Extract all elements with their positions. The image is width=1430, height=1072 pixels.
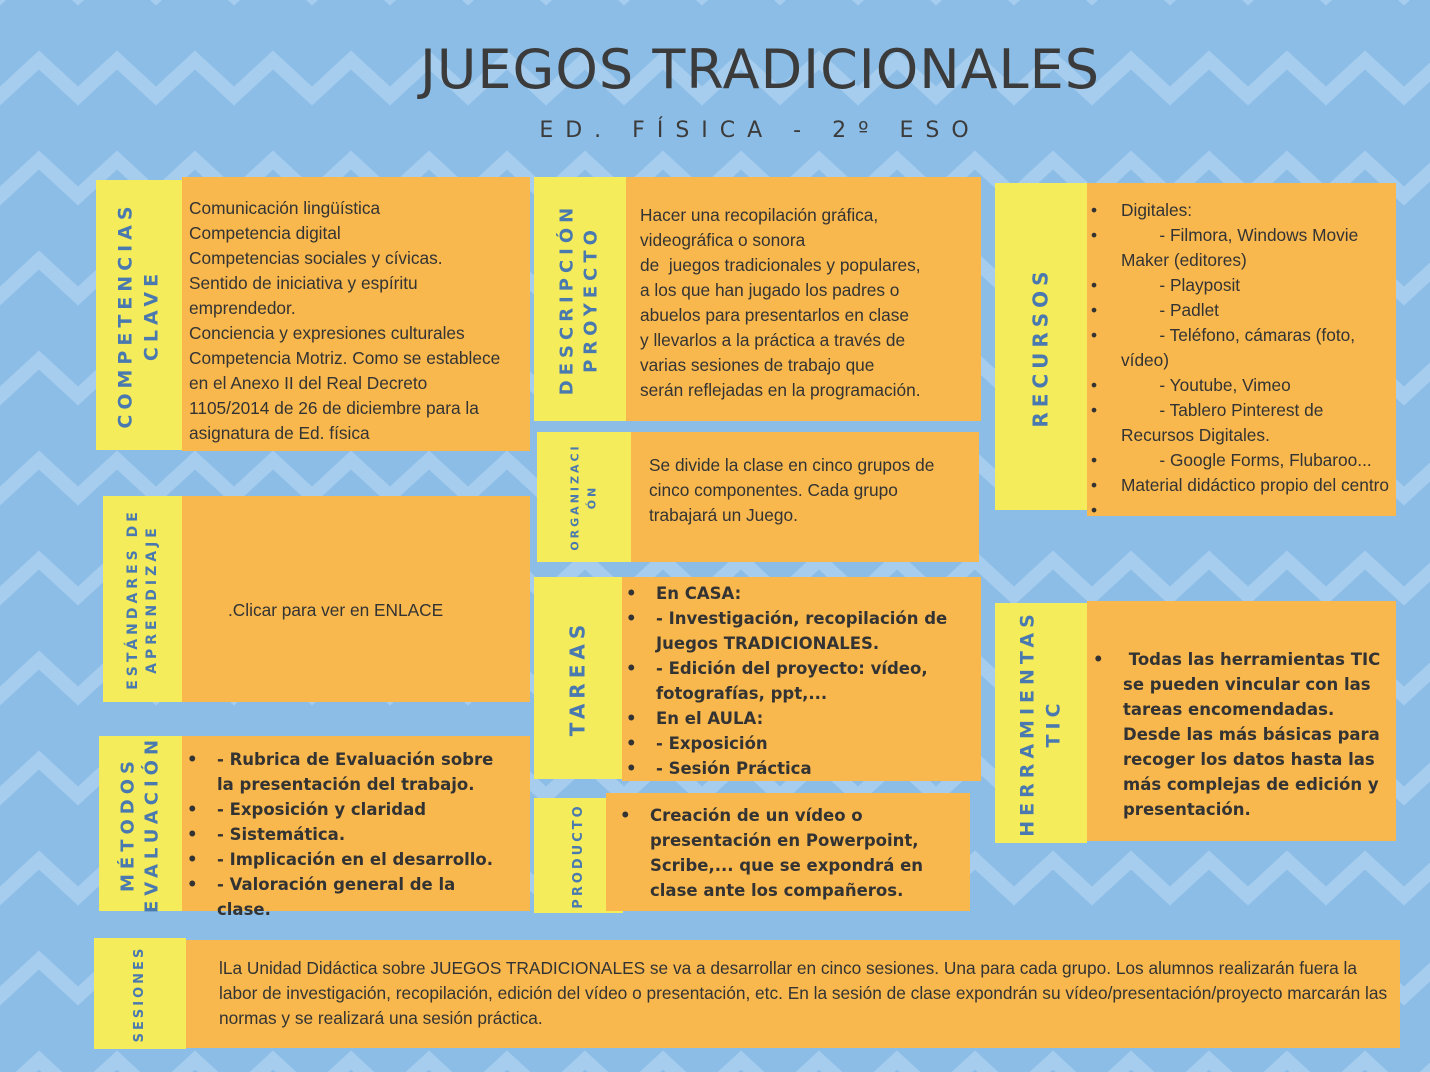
organizacion-line: Se divide la clase en cinco grupos de: [649, 455, 935, 475]
tarea-item: • - Exposición: [622, 731, 961, 756]
descripcion-tab: [534, 177, 626, 421]
organizacion-line: cinco componentes. Cada grupo: [649, 480, 898, 500]
metodo-item: • - Sistemática.: [183, 822, 510, 847]
enlace-link[interactable]: .Clicar para ver en ENLACE: [228, 600, 444, 620]
metodo-item: • - Valoración general de la clase.: [183, 872, 510, 922]
descripcion-line: abuelos para presentarlos en clase: [640, 305, 909, 325]
organizacion-line: trabajará un Juego.: [649, 505, 798, 525]
metodo-item: • - Rubrica de Evaluación sobre la presentación del trabajo.: [183, 747, 510, 797]
descripcion-line: serán reflejadas en la programación.: [640, 380, 921, 400]
metodos-label: MÉTODOS EVALUACIÓN: [117, 734, 163, 913]
descripcion-line: de juegos tradicionales y populares,: [640, 255, 921, 275]
metodo-item: • - Exposición y claridad: [183, 797, 510, 822]
tarea-item: • - Investigación, recopilación de Juegos TRADICIONALES.: [622, 606, 961, 656]
recursos-label: RECURSOS: [1028, 265, 1053, 428]
tareas-label: TAREAS: [565, 619, 590, 737]
competencia-line: Competencia Motriz. Como se establece: [189, 348, 501, 368]
organizacion-tab: [537, 432, 631, 562]
competencias-text: [189, 196, 530, 446]
tarea-item: • - Edición del proyecto: vídeo, fotografías, ppt,...: [622, 656, 961, 706]
descripcion-line: videográfica o sonora: [640, 230, 806, 250]
producto-card: [606, 793, 970, 911]
page-subtitle: ED. FÍSICA - 2º ESO: [539, 118, 981, 143]
page-title: JUEGOS TRADICIONALES: [419, 38, 1101, 101]
sesiones-tab: [94, 938, 186, 1049]
tarea-item: • En CASA:: [622, 581, 961, 606]
producto-label: PRODUCTO: [570, 802, 586, 909]
descripcion-line: y llevarlos a la práctica a través de: [640, 330, 906, 350]
competencia-line: Comunicación lingüística: [189, 198, 381, 218]
estandares-label: ESTÁNDARES DE APRENDIZAJE: [124, 508, 160, 690]
producto-item: • Creación de un vídeo o presentación en Powerpoint, Scribe,... que se expondrá en clase ante los compañeros.: [616, 803, 970, 903]
tareas-list: [622, 581, 961, 781]
descripcion-line: a los que han jugado los padres o: [640, 280, 900, 300]
recurso-item: • - Teléfono, cámaras (foto, vídeo): [1087, 323, 1396, 373]
tarea-item: • En el AULA:: [622, 706, 961, 731]
competencias-label: COMPETENCIAS CLAVE: [114, 201, 162, 429]
descripcion-card: [626, 177, 981, 421]
descripcion-label: DESCRIPCIÓN PROYECTO: [556, 202, 602, 396]
metodos-card: [182, 736, 530, 919]
herramientas-list: [1089, 647, 1396, 822]
recurso-item: • - Padlet: [1087, 298, 1396, 323]
recurso-item: • Material didáctico propio del centro: [1087, 473, 1396, 498]
competencia-line: emprendedor.: [189, 298, 296, 318]
producto-list: [616, 803, 970, 903]
recurso-item: • Digitales:: [1087, 198, 1396, 223]
descripcion-text: [640, 203, 981, 403]
herramientas-label: HERRAMIENTAS TIC: [1016, 609, 1064, 837]
descripcion-line: varias sesiones de trabajo que: [640, 355, 875, 375]
recurso-item: • - Playposit: [1087, 273, 1396, 298]
organizacion-text: [649, 453, 979, 528]
recurso-item: • - Youtube, Vimeo: [1087, 373, 1396, 398]
competencia-line: asignatura de Ed. física: [189, 423, 370, 443]
organizacion-card: [631, 432, 979, 562]
recursos-list: [1087, 198, 1396, 498]
competencias-tab: [96, 180, 182, 450]
metodos-list: [183, 747, 510, 922]
herramienta-item: • Todas las herramientas TIC se pueden vincular con las tareas encomendadas. Desde las más básicas para recoger los datos hasta las más complejas de edición y presentación.: [1089, 647, 1396, 822]
recurso-item: • - Google Forms, Flubaroo...: [1087, 448, 1396, 473]
herramientas-card: [1087, 601, 1396, 841]
metodo-item: • - Implicación en el desarrollo.: [183, 847, 510, 872]
competencia-line: en el Anexo II del Real Decreto: [189, 373, 428, 393]
tareas-card: [622, 577, 981, 781]
recurso-item: • - Filmora, Windows Movie Maker (editores): [1087, 223, 1396, 273]
competencia-line: Sentido de iniciativa y espíritu: [189, 273, 418, 293]
competencia-line: 1105/2014 de 26 de diciembre para la: [189, 398, 479, 418]
recursos-tab: [995, 183, 1087, 510]
tarea-item: • - Sesión Práctica: [622, 756, 961, 781]
competencias-card: [182, 177, 530, 451]
tareas-tab: [534, 577, 622, 779]
sesiones-text: lLa Unidad Didáctica sobre JUEGOS TRADICIONALES se va a desarrollar en cinco sesiones. Una para cada grupo. Los alumnos realizarán fuera la labor de investigación, recopilación, edición del vídeo o presentación, etc. En la sesión de clase expondrán su vídeo/presentación/proyecto marcarán las normas y se realizará una sesión práctica.: [219, 958, 1388, 1028]
estandares-card: [182, 496, 530, 702]
competencia-line: Competencias sociales y cívicas.: [189, 248, 443, 268]
estandares-tab: [103, 496, 182, 702]
chevron-stripe: [0, 1060, 1430, 1072]
metodos-tab: [99, 736, 182, 911]
competencia-line: Conciencia y expresiones culturales: [189, 323, 465, 343]
descripcion-line: Hacer una recopilación gráfica,: [640, 205, 879, 225]
organizacion-label: ORGANIZACI ÓN: [568, 443, 598, 551]
sesiones-card: [186, 940, 1400, 1048]
recursos-card: [1087, 183, 1396, 516]
herramientas-tab: [995, 603, 1087, 843]
recurso-item: • - Tablero Pinterest de Recursos Digitales.: [1087, 398, 1396, 448]
sesiones-label: SESIONES: [132, 945, 148, 1042]
competencia-line: Competencia digital: [189, 223, 341, 243]
